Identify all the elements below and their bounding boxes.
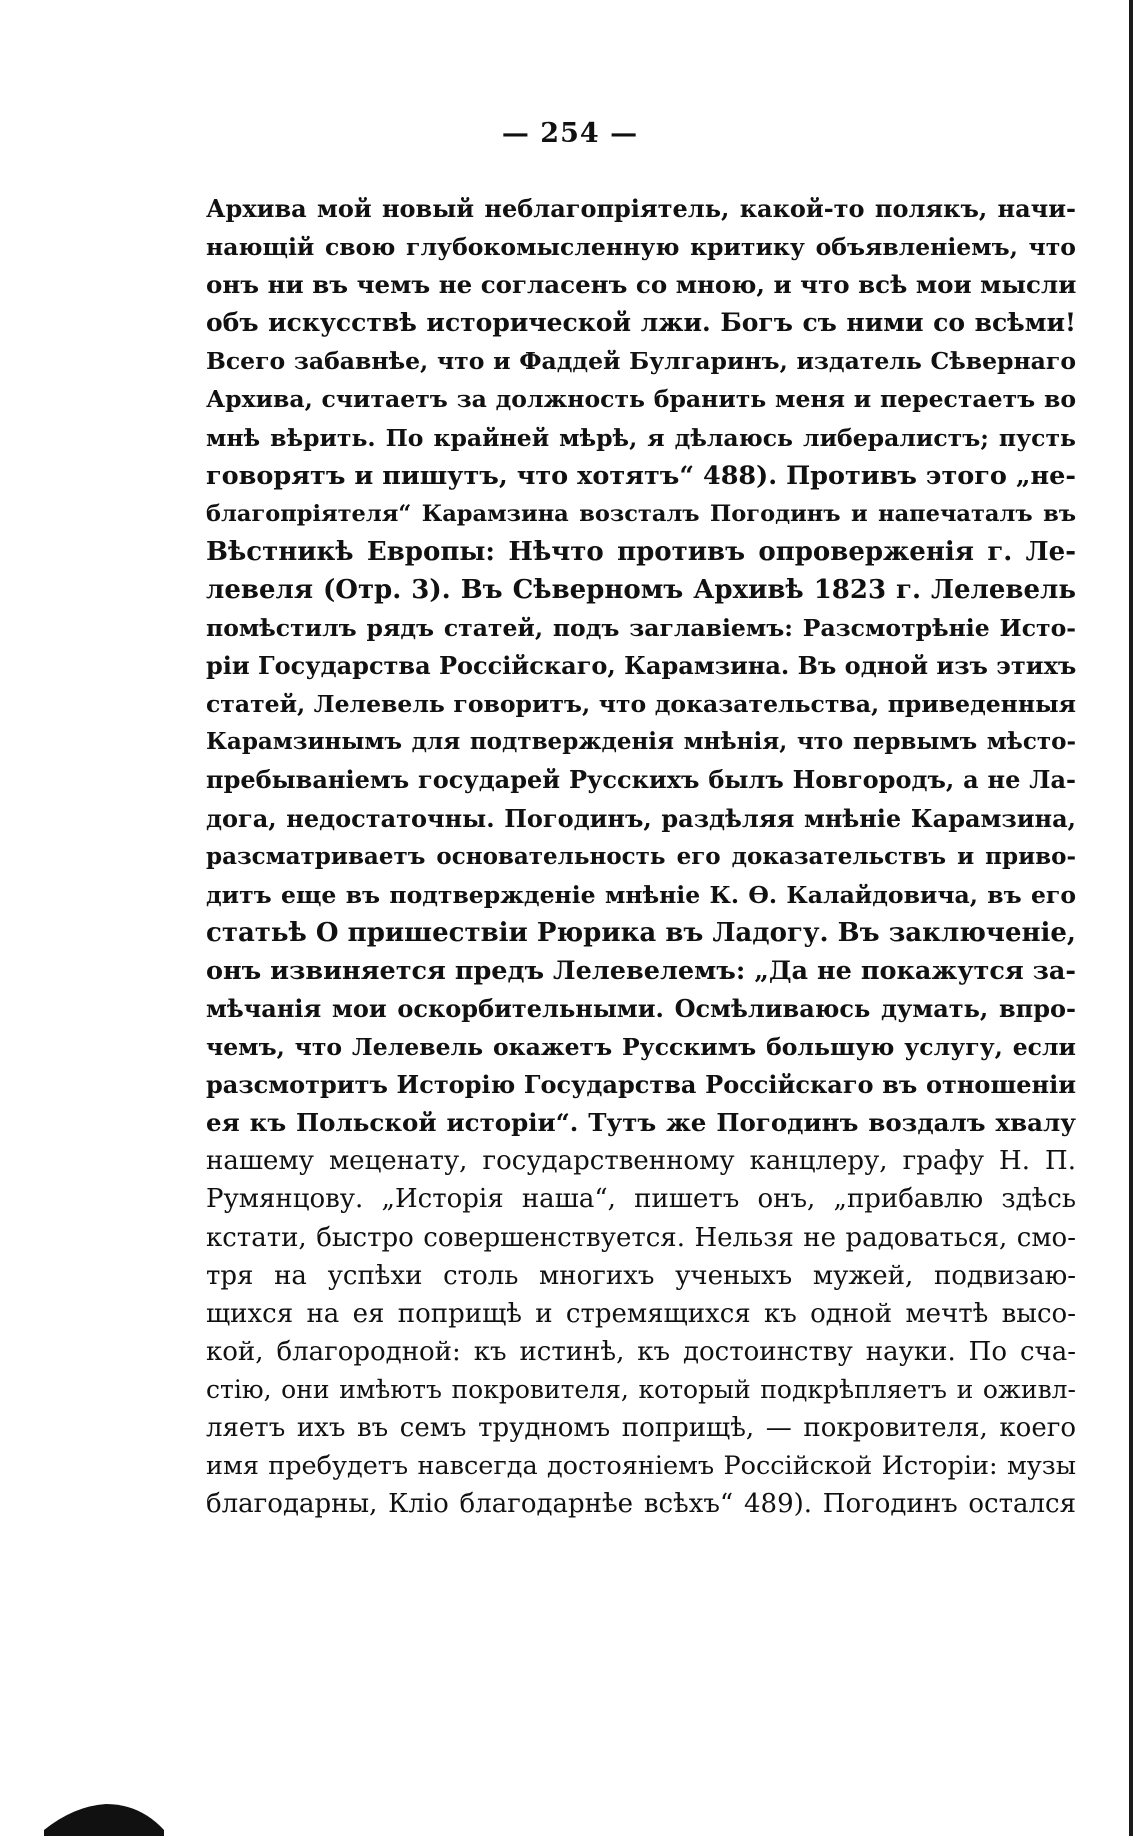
text-line: говорятъ и пишутъ, что хотятъ“ 488). Противъ этого „не- xyxy=(206,460,1076,491)
text-line: Карамзинымъ для подтвержденія мнѣнія, что первымъ мѣсто- xyxy=(206,728,1076,756)
text-line: благопріятеля“ Карамзина возсталъ Погодинъ и напечаталъ въ xyxy=(206,500,1076,527)
text-line: статей, Лелевель говоритъ, что доказательства, приведенныя xyxy=(206,690,1076,719)
text-line: Всего забавнѣе, что и Фаддей Булгаринъ, издатель Сѣвернаго xyxy=(206,347,1076,376)
text-line: разсмотритъ Исторію Государства Россійскаго въ отношеніи xyxy=(206,1070,1076,1100)
text-line: кстати, быстро совершенствуется. Нельзя не радоваться, смо- xyxy=(206,1222,1076,1253)
text-line: нашему меценату, государственному канцлеру, графу Н. П. xyxy=(206,1146,1076,1177)
text-line: стію, они имѣютъ покровителя, который подкрѣпляетъ и оживл- xyxy=(206,1374,1076,1404)
text-line: щихся на ея поприщѣ и стремящихся къ одной мечтѣ высо- xyxy=(206,1298,1076,1329)
text-line: разсматриваетъ основательность его доказательствъ и приво- xyxy=(206,842,1076,870)
page-edge-rule xyxy=(1129,0,1133,1836)
text-line: Архива, считаетъ за должность бранить меня и перестаетъ во xyxy=(206,385,1076,414)
body-text xyxy=(206,190,1076,1523)
text-line: мѣчанія мои оскорбительными. Осмѣливаюсь думать, впро- xyxy=(206,993,1076,1023)
text-line: пребываніемъ государей Русскихъ былъ Новгородъ, а не Ла- xyxy=(206,765,1076,795)
text-line: левеля (Отр. 3). Въ Сѣверномъ Архивѣ 1823 г. Лелевель xyxy=(206,574,1076,605)
text-line: ляетъ ихъ въ семъ трудномъ поприщѣ, — покровителя, коего xyxy=(206,1413,1076,1443)
text-line: объ искусствѣ исторической лжи. Богъ съ ними со всѣми! xyxy=(206,308,1076,338)
text-line: онъ извиняется предъ Лелевелемъ: „Да не покажутся за- xyxy=(206,955,1076,986)
text-line: ріи Государства Россійскаго, Карамзина. Въ одной изъ этихъ xyxy=(206,651,1076,681)
text-line: Румянцову. „Исторія наша“, пишетъ онъ, „прибавлю здѣсь xyxy=(206,1184,1076,1215)
text-line: дитъ еще въ подтвержденіе мнѣніе К. Ѳ. Калайдовича, въ его xyxy=(206,880,1076,909)
text-line: нающій свою глубокомысленную критику объявленіемъ, что xyxy=(206,233,1076,262)
text-line: дога, недостаточны. Погодинъ, раздѣляя мнѣніе Карамзина, xyxy=(206,803,1076,833)
text-line: благодарны, Кліо благодарнѣе всѣхъ“ 489). Погодинъ остался xyxy=(206,1489,1076,1520)
text-line: чемъ, что Лелевель окажетъ Русскимъ большую услугу, если xyxy=(206,1033,1076,1062)
library-stamp-mark xyxy=(44,1790,164,1836)
text-line: онъ ни въ чемъ не согласенъ со мною, и что всѣ мои мысли xyxy=(206,270,1076,300)
text-line: статьѣ О пришествіи Рюрика въ Ладогу. Въ заключеніе, xyxy=(206,917,1076,948)
text-line: кой, благородной: къ истинѣ, къ достоинству науки. По сча- xyxy=(206,1336,1076,1367)
text-line: Вѣстникѣ Европы: Нѣчто противъ опроверженія г. Ле- xyxy=(206,536,1076,567)
page-number: — 254 — xyxy=(501,118,639,149)
text-line: тря на успѣхи столь многихъ ученыхъ мужей, подвизаю- xyxy=(206,1260,1076,1291)
text-line: имя пребудетъ навсегда достояніемъ Россійской Исторіи: музы xyxy=(206,1451,1076,1482)
text-line: мнѣ вѣрить. По крайней мѣрѣ, я дѣлаюсь либералистъ; пусть xyxy=(206,423,1076,452)
text-line: помѣстилъ рядъ статей, подъ заглавіемъ: Разсмотрѣніе Исто- xyxy=(206,614,1076,643)
text-line: ея къ Польской исторіи“. Тутъ же Погодинъ воздалъ хвалу xyxy=(206,1108,1076,1138)
text-line: Архива мой новый неблагопріятель, какой-то полякъ, начи- xyxy=(206,194,1076,223)
